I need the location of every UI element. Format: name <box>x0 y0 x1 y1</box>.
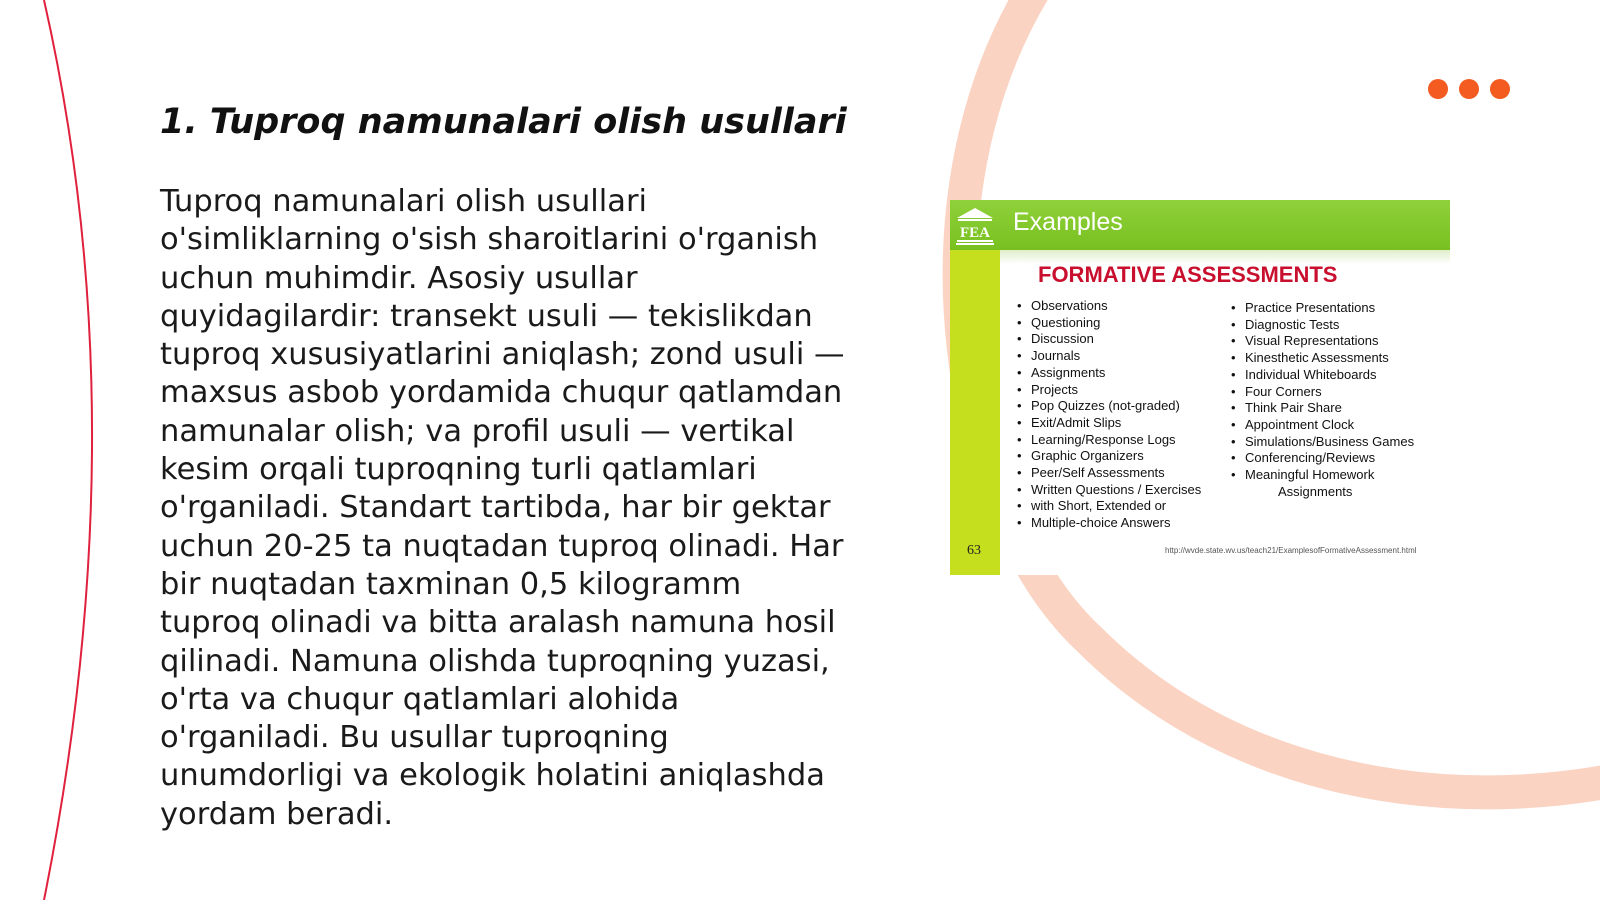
orange-dot-3 <box>1490 79 1510 99</box>
list-item: • Practice Presentations <box>1230 300 1445 317</box>
slide-page-number: 63 <box>967 543 981 558</box>
list-item: • Appointment Clock <box>1230 417 1445 434</box>
slide-header-title: Examples <box>1013 208 1123 236</box>
fea-logo-icon <box>954 206 996 246</box>
red-curve-decoration <box>44 0 92 900</box>
list-item: • Four Corners <box>1230 384 1445 401</box>
orange-dot-1 <box>1428 79 1448 99</box>
list-item: • Kinesthetic Assessments <box>1230 350 1445 367</box>
list-item: • Graphic Organizers <box>1016 448 1226 465</box>
list-item: • Think Pair Share <box>1230 400 1445 417</box>
formative-assessments-slide-image <box>950 200 1450 575</box>
list-item: Assignments <box>1278 483 1353 499</box>
list-item: • Discussion <box>1016 331 1226 348</box>
slide-heading: FORMATIVE ASSESSMENTS <box>1038 262 1338 287</box>
list-item: • Learning/Response Logs <box>1016 432 1226 449</box>
list-item: • Written Questions / Exercises <box>1016 482 1226 499</box>
list-item: • Questioning <box>1016 315 1226 332</box>
slide-source-url: http://wvde.state.wv.us/teach21/ExamplesofFormativeAssessment.html <box>1165 546 1417 555</box>
list-item: • Projects <box>1016 382 1226 399</box>
fea-logo-text: FEA <box>960 225 990 241</box>
page-title: 1. Tuproq namunalari olish usullari <box>160 102 847 142</box>
list-item: • with Short, Extended or <box>1016 498 1226 515</box>
list-item: • Exit/Admit Slips <box>1016 415 1226 432</box>
orange-dot-2 <box>1459 79 1479 99</box>
list-item: • Individual Whiteboards <box>1230 367 1445 384</box>
list-item: • Pop Quizzes (not-graded) <box>1016 398 1226 415</box>
slide-sidebar-bar <box>950 250 1000 575</box>
slide-right-list <box>1230 300 1445 500</box>
list-item: • Multiple-choice Answers <box>1016 515 1226 532</box>
list-item: • Conferencing/Reviews <box>1230 450 1445 467</box>
list-item: • Simulations/Business Games <box>1230 434 1445 451</box>
list-item: • Diagnostic Tests <box>1230 317 1445 334</box>
dots-decoration <box>1428 79 1514 101</box>
list-item: • Journals <box>1016 348 1226 365</box>
list-item: • Meaningful Homework <box>1230 467 1445 484</box>
list-item: • Assignments <box>1016 365 1226 382</box>
slide-left-list <box>1016 298 1226 532</box>
body-paragraph: Tuproq namunalari olish usullari o'simliklarning o'sish sharoitlarini o'rganish uchun muhimdir. Asosiy usullar quyidagilardir: transekt usuli — tekislikdan tuproq xususiyatlarini aniqlash; zond usuli — maxsus asbob yordamida chuqur qatlamdan namunalar olish; va profil usuli — vertikal kesim orqali tuproqning turli qatlamlari o'rganiladi. Standart tartibda, har bir gektar uchun 20-25 ta nuqtadan tuproq olinadi. Har bir nuqtadan taxminan 0,5 kilogramm tuproq olinadi va bitta aralash namuna hosil qilinadi. Namuna olishda tuproqning yuzasi, o'rta va chuqur qatlamlari alohida o'rganiladi. Bu usullar tuproqning unumdorligi va ekologik holatini aniqlashda yordam beradi. <box>160 184 845 832</box>
list-item: • Visual Representations <box>1230 333 1445 350</box>
list-item: • Observations <box>1016 298 1226 315</box>
list-item: • Peer/Self Assessments <box>1016 465 1226 482</box>
